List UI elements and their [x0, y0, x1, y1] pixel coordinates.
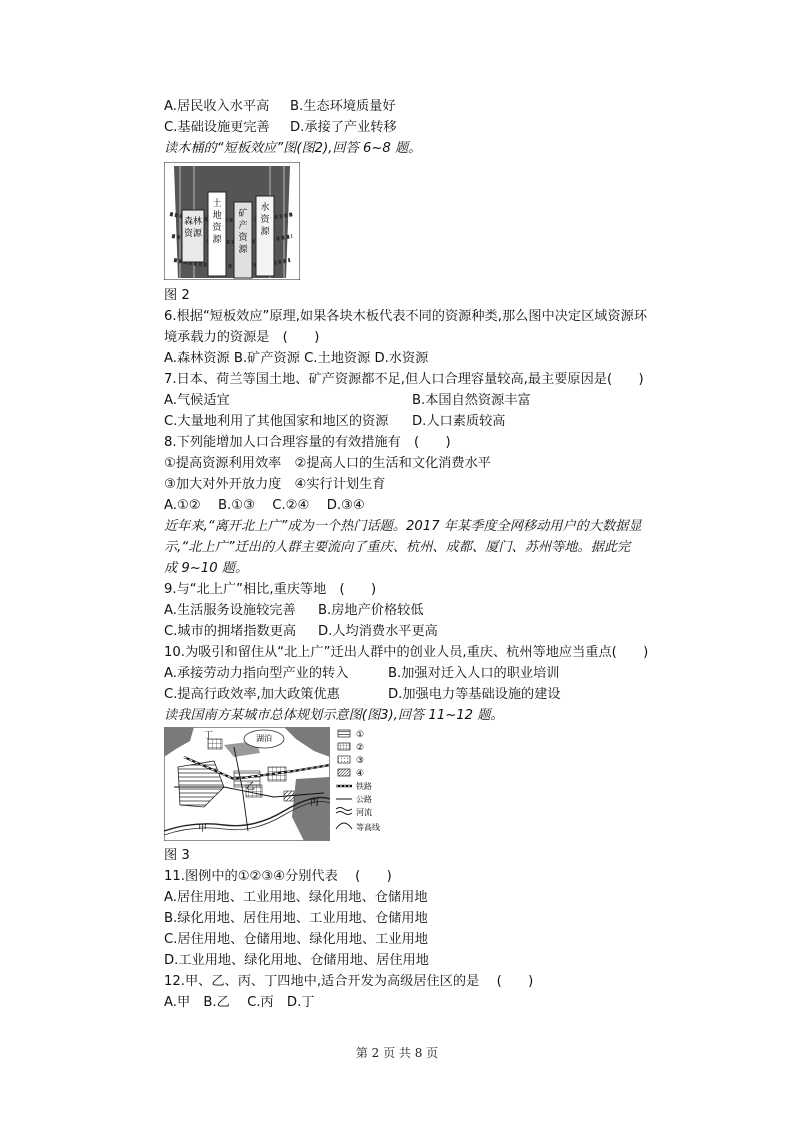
intro-6-8: 读木桶的“短板效应”图(图2),回答 6~8 题。 — [164, 141, 422, 156]
q9-option-b: B.房地产价格较低 — [318, 603, 424, 618]
barrel-figure — [164, 162, 300, 280]
legend-label-contour: 等高线 — [356, 823, 380, 832]
legend-label-railway: 铁路 — [356, 782, 372, 791]
fig3-caption: 图 3 — [164, 848, 190, 863]
legend-label-2: ② — [356, 743, 365, 753]
q5-option-d: D.承接了产业转移 — [290, 120, 397, 135]
q9-option-d: D.人均消费水平更高 — [318, 624, 438, 639]
board-mineral-label: 矿产资源 — [238, 209, 248, 255]
q5-option-a: A.居民收入水平高 — [164, 99, 270, 114]
legend-label-road: 公路 — [356, 795, 372, 804]
board-water-label: 水资源 — [260, 203, 270, 237]
q9-option-a: A.生活服务设施较完善 — [164, 603, 296, 618]
map-label-bing: 丙 — [310, 798, 320, 808]
q6-stem-line2: 境承载力的资源是 ( ) — [164, 330, 320, 345]
map-legend — [334, 727, 414, 839]
q7-option-b: B.本国自然资源丰富 — [412, 393, 531, 408]
q6-stem-line1: 6.根据“短板效应”原理,如果各块木板代表不同的资源种类,那么图中决定区域资源环 — [164, 309, 648, 324]
q11-stem: 11.图例中的①②③④分别代表 ( ) — [164, 869, 392, 884]
q7-stem: 7.日本、荷兰等国土地、矿产资源都不足,但人口合理容量较高,最主要原因是( ) — [164, 372, 644, 387]
intro-11-12: 读我国南方某城市总体规划示意图(图3),回答 11~12 题。 — [164, 708, 504, 723]
page-footer: 第 2 页 共 8 页 — [355, 1046, 439, 1060]
fig2-caption: 图 2 — [164, 288, 190, 303]
map-label-lake: 湖泊 — [256, 734, 272, 743]
q11-option-b: B.绿化用地、居住用地、工业用地、仓储用地 — [164, 911, 428, 926]
q7-option-c: C.大量地利用了其他国家和地区的资源 — [164, 414, 389, 429]
q11-option-c: C.居住用地、仓储用地、绿化用地、工业用地 — [164, 932, 428, 947]
legend-label-1: ① — [356, 730, 365, 740]
q7-option-a: A.气候适宜 — [164, 393, 230, 408]
map-label-jia: 甲 — [198, 824, 208, 834]
q8-items-line2: ③加大对外开放力度 ④实行计划生育 — [164, 477, 386, 492]
intro-9-10-line2: 示,“北上广”迁出的人群主要流向了重庆、杭州、成都、厦门、苏州等地。据此完 — [164, 540, 631, 555]
q12-stem: 12.甲、乙、丙、丁四地中,适合开发为高级居住区的是 ( ) — [164, 974, 534, 989]
q11-option-d: D.工业用地、绿化用地、仓储用地、居住用地 — [164, 953, 429, 968]
q6-options: A.森林资源 B.矿产资源 C.土地资源 D.水资源 — [164, 351, 429, 366]
legend-label-3: ③ — [356, 756, 365, 766]
city-plan-map — [164, 727, 330, 841]
board-land-label: 土地资源 — [212, 199, 222, 245]
intro-9-10-line1: 近年来,“离开北上广”成为一个热门话题。2017 年某季度全网移动用户的大数据显 — [164, 519, 642, 534]
q8-items-line1: ①提高资源利用效率 ②提高人口的生活和文化消费水平 — [164, 456, 491, 471]
q7-option-d: D.人口素质较高 — [412, 414, 506, 429]
q9-option-c: C.城市的拥堵指数更高 — [164, 624, 297, 639]
map-label-ding: 丁 — [204, 731, 214, 741]
q8-options: A.①② B.①③ C.②④ D.③④ — [164, 498, 365, 513]
legend-label-river: 河流 — [356, 808, 372, 817]
q5-option-c: C.基础设施更完善 — [164, 120, 270, 135]
q10-option-b: B.加强对迁入人口的职业培训 — [388, 666, 560, 681]
map-label-yi: 乙 — [246, 782, 256, 792]
q12-options: A.甲 B.乙 C.丙 D.丁 — [164, 995, 315, 1010]
q10-option-c: C.提高行政效率,加大政策优惠 — [164, 687, 340, 702]
q9-stem: 9.与“北上广”相比,重庆等地 ( ) — [164, 582, 377, 597]
q10-option-a: A.承接劳动力指向型产业的转入 — [164, 666, 349, 681]
q11-option-a: A.居住用地、工业用地、绿化用地、仓储用地 — [164, 890, 428, 905]
board-forest-label: 森林资源 — [183, 217, 203, 239]
legend-label-4: ④ — [356, 769, 365, 779]
q8-stem: 8.下列能增加人口合理容量的有效措施有 ( ) — [164, 435, 451, 450]
q10-stem: 10.为吸引和留住从“北上广”迁出人群中的创业人员,重庆、杭州等地应当重点( ) — [164, 645, 649, 660]
q10-option-d: D.加强电力等基础设施的建设 — [388, 687, 561, 702]
q5-option-b: B.生态环境质量好 — [290, 99, 396, 114]
intro-9-10-line3: 成 9~10 题。 — [164, 561, 249, 576]
